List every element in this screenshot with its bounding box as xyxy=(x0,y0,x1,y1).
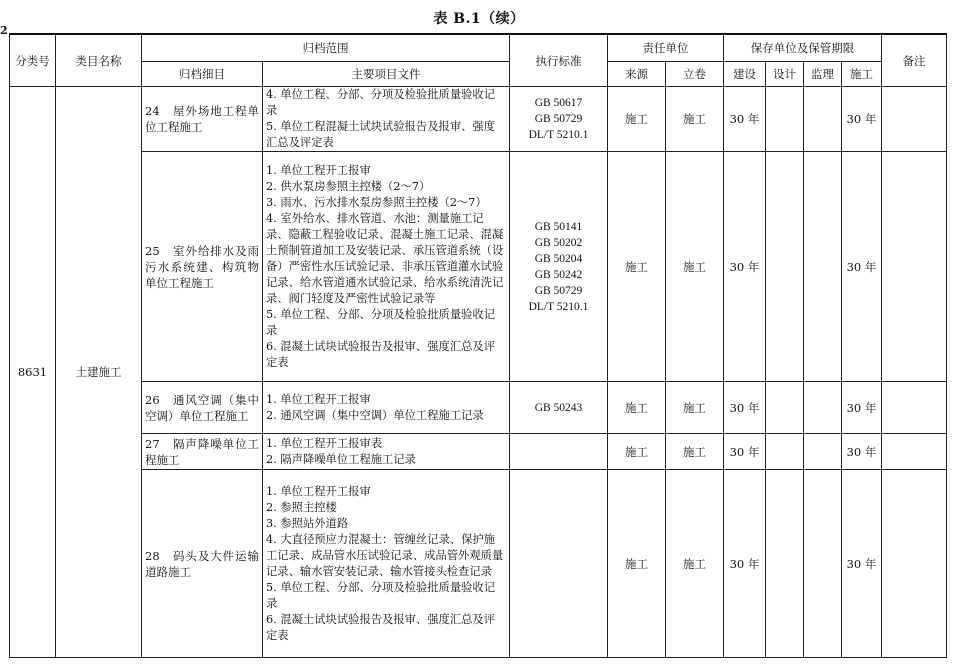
remarks-cell xyxy=(882,470,947,658)
standards-cell xyxy=(510,470,608,658)
archive-detail-cell: 26 通风空调（集中空调）单位工程施工 xyxy=(142,382,263,434)
main-files-cell xyxy=(263,382,510,434)
file-item: 1. 单位工程开工报审 xyxy=(266,163,371,177)
header-design: 设计 xyxy=(766,62,804,87)
file-item: 3. 参照站外道路 xyxy=(266,516,349,530)
header-remarks: 备注 xyxy=(882,34,947,87)
source-cell: 施工 xyxy=(608,382,666,434)
header-supervision: 监理 xyxy=(804,62,842,87)
standard-item: GB 50141 xyxy=(534,220,583,233)
construction-period-cell: 30 年 xyxy=(724,470,766,658)
table-row xyxy=(10,434,947,470)
contractor-period-cell: 30 年 xyxy=(842,470,882,658)
construction-period-cell: 30 年 xyxy=(724,382,766,434)
standard-item: GB 50202 xyxy=(534,236,583,249)
archive-table xyxy=(9,33,947,658)
standards-cell xyxy=(510,382,608,434)
design-period-cell xyxy=(766,470,804,658)
filing-cell: 施工 xyxy=(666,87,724,152)
filing-cell: 施工 xyxy=(666,470,724,658)
supervision-period-cell xyxy=(804,470,842,658)
standard-item: GB 50242 xyxy=(534,268,583,281)
file-item: 1. 单位工程开工报审 xyxy=(266,484,371,498)
archive-detail-cell: 25 室外给排水及雨污水系统建、构筑物单位工程施工 xyxy=(142,152,263,382)
category-code-cell: 8631 xyxy=(10,87,56,658)
file-item: 4. 大直径预应力混凝土：管缠丝记录、保护施工记录、成品管水压试验记录、成品管外观质量记录、输水管安装记录、输水管接头检查记录 xyxy=(266,532,504,578)
file-item: 5. 单位工程混凝土试块试验报告及报审、强度汇总及评定表 xyxy=(266,120,496,149)
table-subheader-row xyxy=(10,62,947,87)
contractor-period-cell: 30 年 xyxy=(842,87,882,152)
main-files-cell xyxy=(263,152,510,382)
source-cell: 施工 xyxy=(608,470,666,658)
page-title: 表 B.1（续） xyxy=(433,11,525,27)
standard-item: GB 50617 xyxy=(534,97,583,109)
supervision-period-cell xyxy=(804,434,842,470)
standard-item: DL/T 5210.1 xyxy=(528,300,589,313)
contractor-period-cell: 30 年 xyxy=(842,434,882,470)
header-contractor: 施工 xyxy=(842,62,882,87)
file-item: 5. 单位工程、分部、分项及检验批质量验收记录 xyxy=(266,580,496,610)
main-files-cell xyxy=(263,470,510,658)
archive-detail-cell: 28 码头及大件运输道路施工 xyxy=(142,470,263,658)
header-responsible-unit: 责任单位 xyxy=(608,34,724,62)
contractor-period-cell: 30 年 xyxy=(842,152,882,382)
standards-cell xyxy=(510,434,608,470)
file-item: 6. 混凝土试块试验报告及报审、强度汇总及评定表 xyxy=(266,612,496,642)
table-header-row xyxy=(10,34,947,62)
remarks-cell xyxy=(882,152,947,382)
remarks-cell xyxy=(882,434,947,470)
header-category-no: 分类号 xyxy=(10,34,56,87)
standard-item: GB 50243 xyxy=(534,401,583,414)
main-files-cell xyxy=(263,434,510,470)
supervision-period-cell xyxy=(804,152,842,382)
header-standard: 执行标准 xyxy=(510,34,608,87)
file-item: 4. 室外给水、排水管道、水池：测量施工记录、隐蔽工程验收记录、混凝土施工记录、混凝土预制管道加工及安装记录、承压管道系统（设备）严密性水压试验记录、非承压管道灌水试验记录、给水管道通水试验记录、给水系统清洗记录、阀门轻度及严密性试验记录等 xyxy=(266,211,504,305)
filing-cell: 施工 xyxy=(666,382,724,434)
filing-cell: 施工 xyxy=(666,434,724,470)
supervision-period-cell xyxy=(804,382,842,434)
source-cell: 施工 xyxy=(608,87,666,152)
table-row xyxy=(10,87,947,152)
file-item: 3. 雨水、污水排水泵房参照主控楼（2～7） xyxy=(266,195,487,209)
file-item: 1. 单位工程开工报审表 xyxy=(266,436,383,450)
standard-item: GB 50204 xyxy=(534,252,583,265)
page-margin-mark: 2 xyxy=(0,24,8,37)
file-item: 6. 混凝土试块试验报告及报审、强度汇总及评定表 xyxy=(266,339,496,369)
header-construction: 建设 xyxy=(724,62,766,87)
file-item: 2. 通风空调（集中空调）单位工程施工记录 xyxy=(266,408,484,422)
table-body xyxy=(10,87,947,658)
supervision-period-cell xyxy=(804,87,842,152)
design-period-cell xyxy=(766,382,804,434)
construction-period-cell: 30 年 xyxy=(724,434,766,470)
construction-period-cell: 30 年 xyxy=(724,87,766,152)
source-cell: 施工 xyxy=(608,152,666,382)
header-source: 来源 xyxy=(608,62,666,87)
main-files-cell xyxy=(263,87,510,152)
standards-cell xyxy=(510,87,608,152)
category-name-cell: 土建施工 xyxy=(56,87,142,658)
file-item: 2. 参照主控楼 xyxy=(266,500,337,514)
file-item: 1. 单位工程开工报审 xyxy=(266,392,371,406)
design-period-cell xyxy=(766,152,804,382)
remarks-cell xyxy=(882,87,947,152)
file-item: 4. 单位工程、分部、分项及检验批质量验收记录 xyxy=(266,88,496,117)
header-category-name: 类目名称 xyxy=(56,34,142,87)
header-archive-scope: 归档范围 xyxy=(142,34,510,62)
file-item: 2. 隔声降噪单位工程施工记录 xyxy=(266,452,416,466)
design-period-cell xyxy=(766,87,804,152)
table-row xyxy=(10,152,947,382)
header-archive-detail: 归档细目 xyxy=(142,62,263,87)
remarks-cell xyxy=(882,382,947,434)
contractor-period-cell: 30 年 xyxy=(842,382,882,434)
header-main-files: 主要项目文件 xyxy=(263,62,510,87)
archive-detail-cell: 24 屋外场地工程单位工程施工 xyxy=(142,87,263,152)
table-row xyxy=(10,470,947,658)
filing-cell: 施工 xyxy=(666,152,724,382)
table-row xyxy=(10,382,947,434)
header-filing: 立卷 xyxy=(666,62,724,87)
archive-detail-cell: 27 隔声降噪单位工程施工 xyxy=(142,434,263,470)
standard-item: GB 50729 xyxy=(534,284,583,297)
file-item: 5. 单位工程、分部、分项及检验批质量验收记录 xyxy=(266,307,496,337)
design-period-cell xyxy=(766,434,804,470)
header-keeping: 保存单位及保管期限 xyxy=(724,34,882,62)
source-cell: 施工 xyxy=(608,434,666,470)
standards-cell xyxy=(510,152,608,382)
standard-item: DL/T 5210.1 xyxy=(528,129,589,141)
standard-item: GB 50729 xyxy=(534,113,583,125)
file-item: 2. 供水泵房参照主控楼（2～7） xyxy=(266,179,431,193)
construction-period-cell: 30 年 xyxy=(724,152,766,382)
